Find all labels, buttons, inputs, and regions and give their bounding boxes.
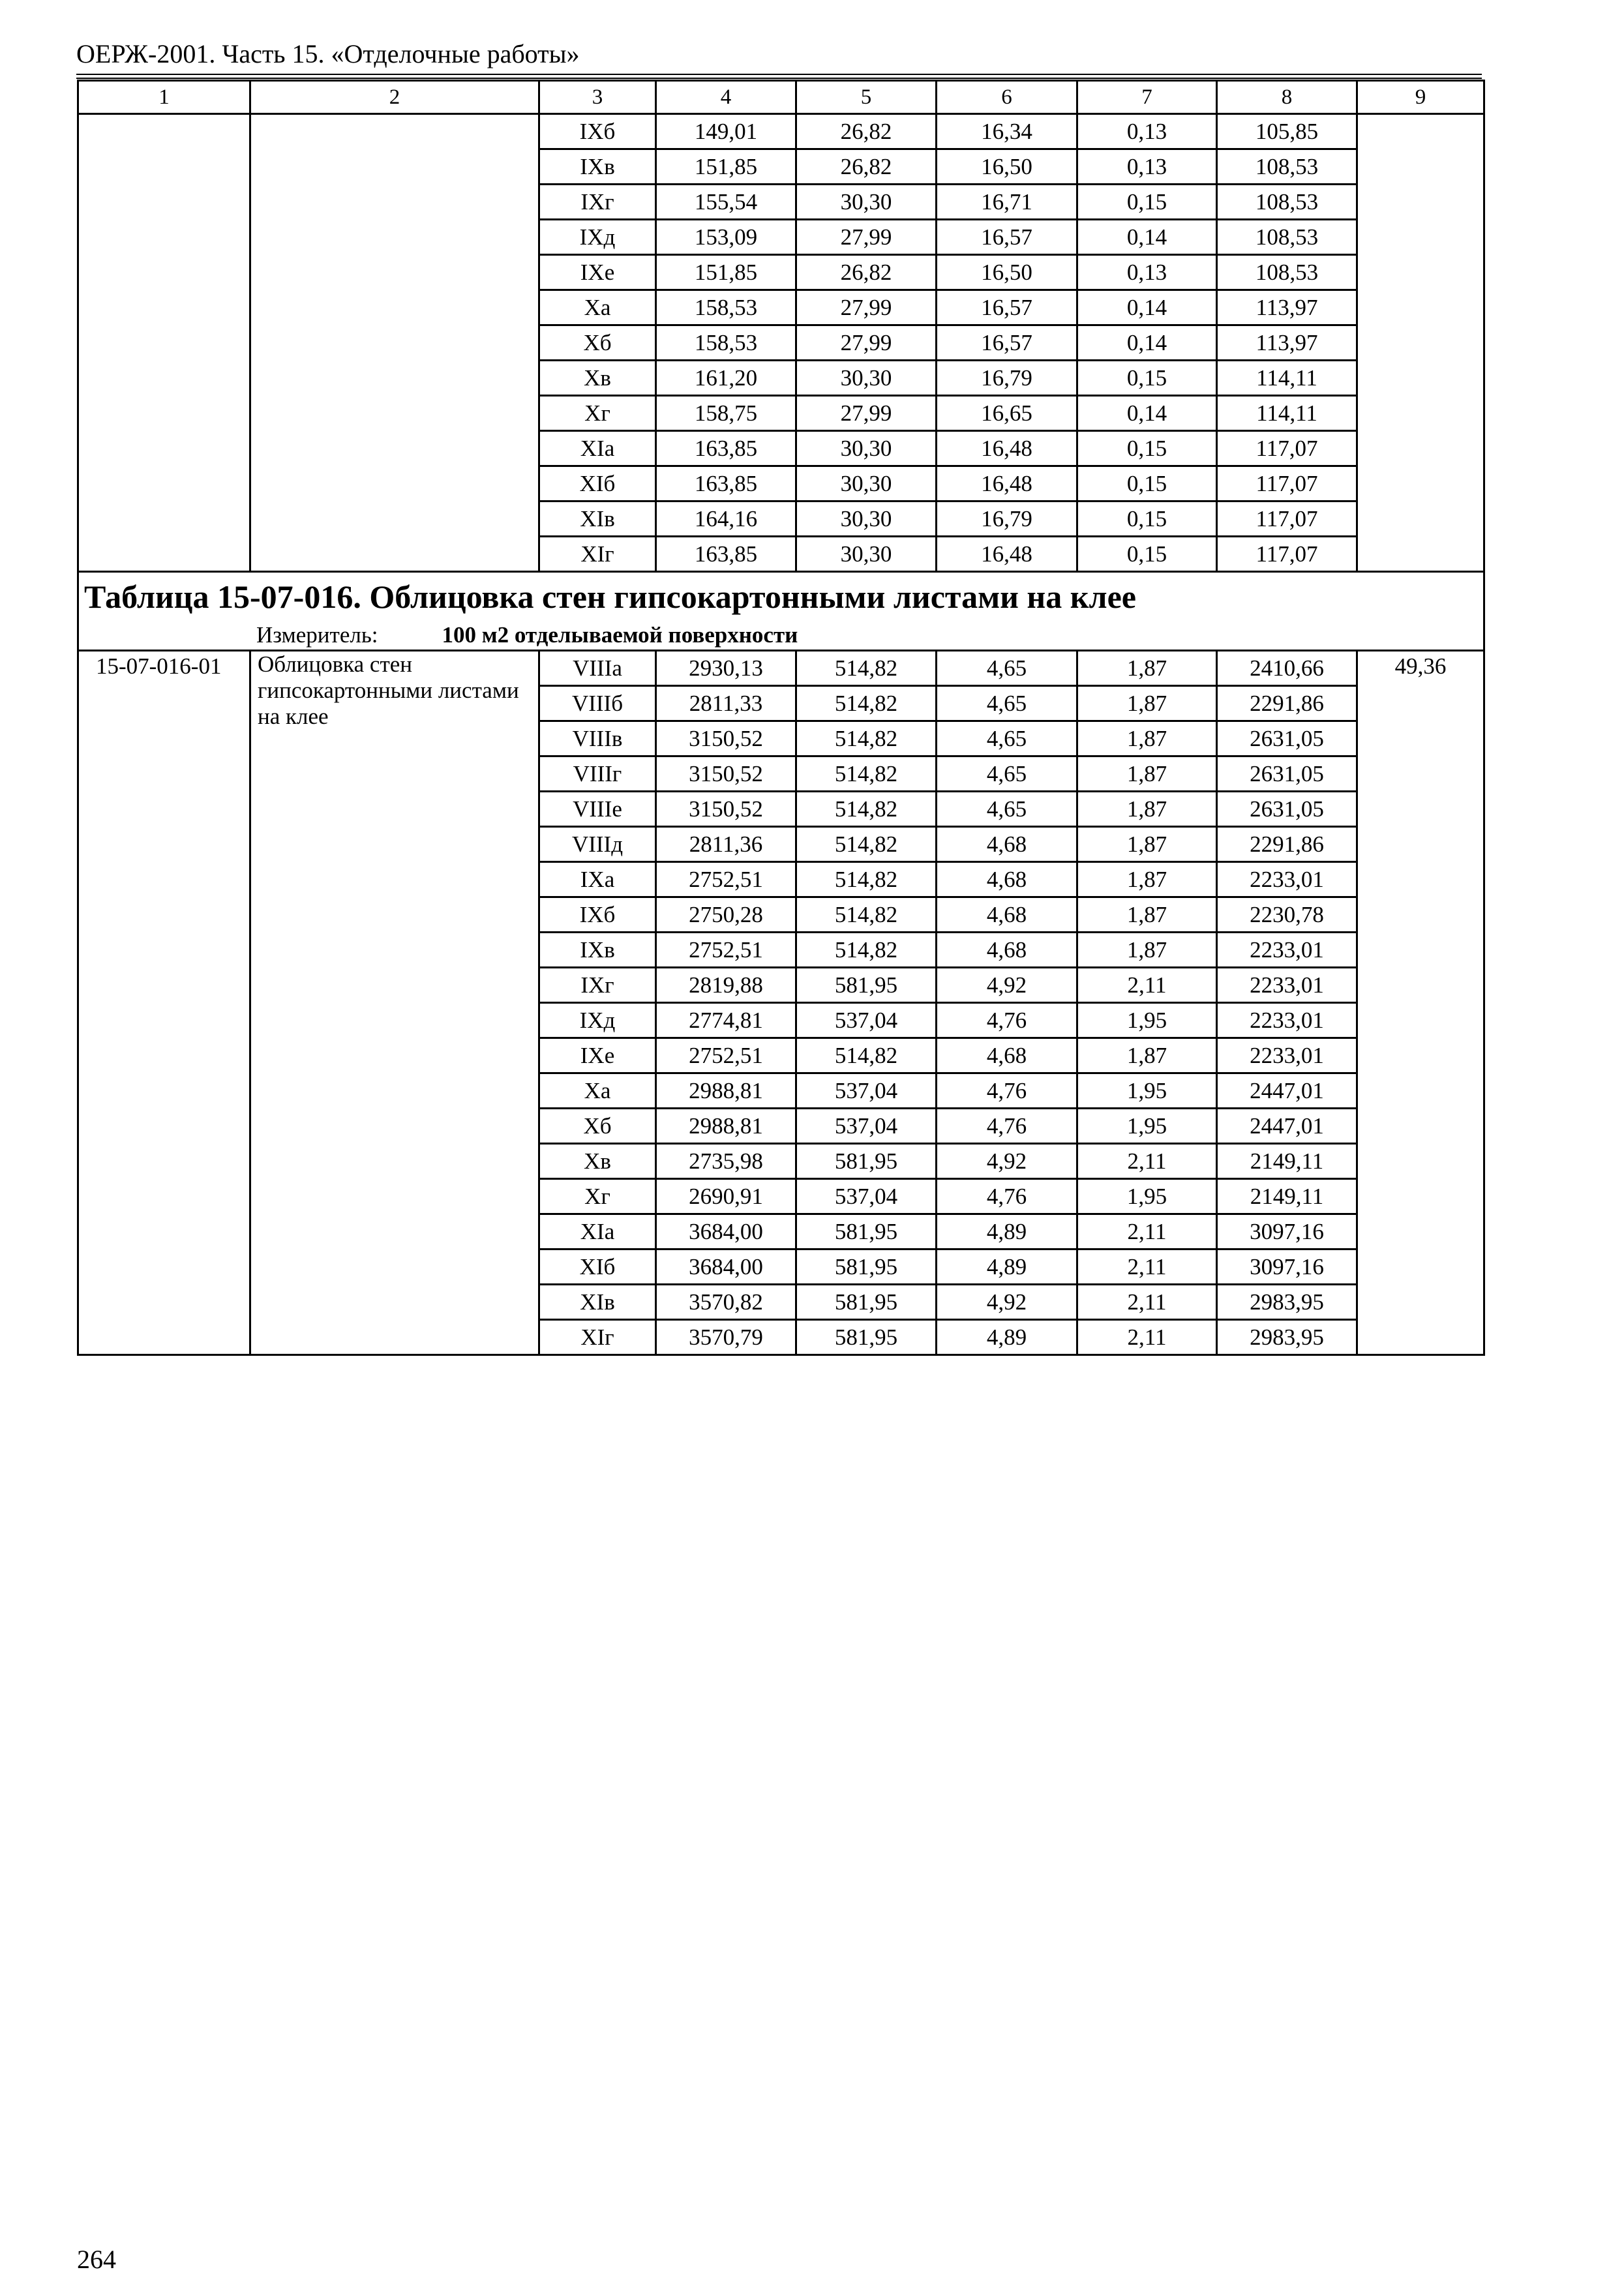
value-cell-col6: 4,68 (937, 897, 1077, 933)
value-cell-col4: 2930,13 (656, 651, 796, 686)
meter-cell (78, 621, 1484, 651)
zone-cell: XIа (539, 431, 656, 466)
zone-cell: Xг (539, 396, 656, 431)
value-cell-col6: 16,34 (937, 114, 1077, 149)
zone-cell: Xа (539, 1073, 656, 1109)
zone-cell: Xг (539, 1179, 656, 1214)
value-cell-col4: 158,53 (656, 290, 796, 325)
value-cell-col7: 2,11 (1077, 968, 1217, 1003)
value-cell-col5: 30,30 (796, 185, 937, 220)
value-cell-col7: 1,87 (1077, 651, 1217, 686)
value-cell-col5: 514,82 (796, 897, 937, 933)
value-cell-col6: 16,57 (937, 220, 1077, 255)
value-cell-col8: 108,53 (1217, 220, 1357, 255)
value-cell-col7: 1,87 (1077, 686, 1217, 721)
value-cell-col6: 4,76 (937, 1073, 1077, 1109)
value-cell-col8: 113,97 (1217, 290, 1357, 325)
value-cell-col6: 4,65 (937, 792, 1077, 827)
value-cell-col7: 2,11 (1077, 1249, 1217, 1285)
value-cell-col5: 514,82 (796, 862, 937, 897)
value-cell-col5: 537,04 (796, 1179, 937, 1214)
value-cell-col6: 16,71 (937, 185, 1077, 220)
zone-cell: IXе (539, 255, 656, 290)
zone-cell: IXб (539, 897, 656, 933)
zone-cell: Xа (539, 290, 656, 325)
value-cell-col5: 514,82 (796, 1038, 937, 1073)
zone-cell: IXд (539, 1003, 656, 1038)
zone-cell: IXе (539, 1038, 656, 1073)
value-cell-col6: 16,48 (937, 431, 1077, 466)
zone-cell: Xб (539, 325, 656, 361)
value-cell-col8: 2631,05 (1217, 721, 1357, 756)
value-cell-col6: 16,65 (937, 396, 1077, 431)
value-cell-col7: 1,87 (1077, 721, 1217, 756)
page-number: 264 (77, 2245, 116, 2274)
column-number: 8 (1217, 81, 1357, 114)
page-header-title: ОЕРЖ-2001. Часть 15. «Отделочные работы» (76, 39, 580, 68)
table-title: Таблица 15-07-016. Облицовка стен гипсокартонными листами на клее (84, 578, 1136, 615)
value-cell-col6: 16,48 (937, 537, 1077, 572)
value-cell-col5: 30,30 (796, 361, 937, 396)
column-number: 4 (656, 81, 796, 114)
value-cell-col5: 581,95 (796, 1214, 937, 1249)
table-title-row (78, 572, 1484, 621)
value-cell-col4: 158,53 (656, 325, 796, 361)
table-row (78, 114, 1484, 149)
value-cell-col4: 2988,81 (656, 1073, 796, 1109)
value-cell-col6: 4,92 (937, 1285, 1077, 1320)
continuation-name-cell (250, 114, 539, 572)
value-cell-col4: 2735,98 (656, 1144, 796, 1179)
value-cell-col6: 4,76 (937, 1179, 1077, 1214)
value-cell-col8: 2233,01 (1217, 862, 1357, 897)
value-cell-col6: 4,92 (937, 968, 1077, 1003)
value-cell-col7: 0,14 (1077, 325, 1217, 361)
value-cell-col8: 3097,16 (1217, 1214, 1357, 1249)
value-cell-col4: 153,09 (656, 220, 796, 255)
zone-cell: IXд (539, 220, 656, 255)
value-cell-col7: 2,11 (1077, 1144, 1217, 1179)
zone-cell: VIIIе (539, 792, 656, 827)
value-cell-col4: 2752,51 (656, 862, 796, 897)
value-cell-col7: 0,14 (1077, 220, 1217, 255)
value-cell-col4: 3684,00 (656, 1249, 796, 1285)
zone-cell: XIа (539, 1214, 656, 1249)
value-cell-col7: 1,87 (1077, 756, 1217, 792)
value-cell-col6: 4,68 (937, 1038, 1077, 1073)
value-cell-col6: 16,79 (937, 501, 1077, 537)
value-cell-col8: 2447,01 (1217, 1109, 1357, 1144)
value-cell-col4: 149,01 (656, 114, 796, 149)
value-cell-col5: 514,82 (796, 792, 937, 827)
value-cell-col8: 117,07 (1217, 501, 1357, 537)
value-cell-col5: 581,95 (796, 1144, 937, 1179)
value-cell-col5: 26,82 (796, 114, 937, 149)
value-cell-col4: 3150,52 (656, 756, 796, 792)
value-cell-col8: 2983,95 (1217, 1320, 1357, 1355)
value-cell-col4: 2750,28 (656, 897, 796, 933)
header-rule-top (76, 74, 1482, 75)
value-cell-col8: 2233,01 (1217, 968, 1357, 1003)
column-numbers-row (78, 81, 1484, 114)
value-cell-col5: 30,30 (796, 537, 937, 572)
value-cell-col5: 30,30 (796, 431, 937, 466)
value-cell-col7: 1,87 (1077, 792, 1217, 827)
value-cell-col7: 0,15 (1077, 537, 1217, 572)
value-cell-col4: 158,75 (656, 396, 796, 431)
zone-cell: IXб (539, 114, 656, 149)
value-cell-col8: 2447,01 (1217, 1073, 1357, 1109)
zone-cell: IXв (539, 149, 656, 185)
value-cell-col8: 108,53 (1217, 255, 1357, 290)
value-cell-col5: 581,95 (796, 1285, 937, 1320)
value-cell-col7: 0,14 (1077, 396, 1217, 431)
value-cell-col8: 2410,66 (1217, 651, 1357, 686)
item-code: 15-07-016-01 (78, 651, 250, 1355)
value-cell-col4: 2752,51 (656, 933, 796, 968)
value-cell-col7: 0,15 (1077, 431, 1217, 466)
meter-label: Измеритель: (256, 622, 378, 648)
value-cell-col8: 114,11 (1217, 396, 1357, 431)
value-cell-col5: 514,82 (796, 721, 937, 756)
value-cell-col5: 514,82 (796, 756, 937, 792)
zone-cell: XIб (539, 466, 656, 501)
value-cell-col4: 3684,00 (656, 1214, 796, 1249)
value-cell-col8: 2149,11 (1217, 1144, 1357, 1179)
value-cell-col6: 4,65 (937, 756, 1077, 792)
price-table (77, 80, 1485, 1356)
zone-cell: VIIIа (539, 651, 656, 686)
zone-cell: VIIIд (539, 827, 656, 862)
value-cell-col5: 581,95 (796, 1320, 937, 1355)
column-number: 3 (539, 81, 656, 114)
value-cell-col6: 4,68 (937, 827, 1077, 862)
value-cell-col6: 16,57 (937, 290, 1077, 325)
zone-cell: IXв (539, 933, 656, 968)
value-cell-col5: 514,82 (796, 651, 937, 686)
value-cell-col7: 1,87 (1077, 933, 1217, 968)
value-cell-col7: 2,11 (1077, 1285, 1217, 1320)
value-cell-col7: 1,95 (1077, 1109, 1217, 1144)
value-cell-col6: 4,68 (937, 933, 1077, 968)
value-cell-col6: 16,48 (937, 466, 1077, 501)
value-cell-col4: 2819,88 (656, 968, 796, 1003)
value-cell-col7: 2,11 (1077, 1214, 1217, 1249)
value-cell-col4: 161,20 (656, 361, 796, 396)
value-cell-col8: 2983,95 (1217, 1285, 1357, 1320)
zone-cell: IXг (539, 185, 656, 220)
column-number: 5 (796, 81, 937, 114)
value-cell-col4: 3150,52 (656, 721, 796, 756)
value-cell-col5: 27,99 (796, 325, 937, 361)
value-cell-col5: 27,99 (796, 220, 937, 255)
value-cell-col5: 581,95 (796, 968, 937, 1003)
value-cell-col6: 16,79 (937, 361, 1077, 396)
value-cell-col8: 2631,05 (1217, 792, 1357, 827)
value-cell-col5: 537,04 (796, 1109, 937, 1144)
value-cell-col7: 1,87 (1077, 897, 1217, 933)
value-cell-col8: 105,85 (1217, 114, 1357, 149)
value-cell-col7: 0,13 (1077, 255, 1217, 290)
value-cell-col8: 3097,16 (1217, 1249, 1357, 1285)
value-cell-col8: 2149,11 (1217, 1179, 1357, 1214)
value-cell-col8: 108,53 (1217, 185, 1357, 220)
value-cell-col6: 16,50 (937, 149, 1077, 185)
zone-cell: XIв (539, 1285, 656, 1320)
value-cell-col4: 151,85 (656, 255, 796, 290)
value-cell-col7: 0,15 (1077, 501, 1217, 537)
value-cell-col6: 4,92 (937, 1144, 1077, 1179)
value-cell-col4: 151,85 (656, 149, 796, 185)
continuation-col9-cell (1357, 114, 1484, 572)
value-cell-col4: 163,85 (656, 431, 796, 466)
zone-cell: Xв (539, 361, 656, 396)
value-cell-col4: 2752,51 (656, 1038, 796, 1073)
value-cell-col7: 1,87 (1077, 862, 1217, 897)
value-cell-col8: 108,53 (1217, 149, 1357, 185)
value-cell-col5: 26,82 (796, 255, 937, 290)
value-cell-col5: 27,99 (796, 396, 937, 431)
value-cell-col7: 0,13 (1077, 149, 1217, 185)
value-cell-col4: 3150,52 (656, 792, 796, 827)
value-cell-col8: 117,07 (1217, 466, 1357, 501)
value-cell-col8: 2233,01 (1217, 1003, 1357, 1038)
value-cell-col7: 1,95 (1077, 1073, 1217, 1109)
value-cell-col4: 2811,36 (656, 827, 796, 862)
value-cell-col5: 537,04 (796, 1003, 937, 1038)
value-cell-col6: 16,50 (937, 255, 1077, 290)
value-cell-col6: 4,65 (937, 686, 1077, 721)
value-cell-col8: 2291,86 (1217, 686, 1357, 721)
value-cell-col8: 2291,86 (1217, 827, 1357, 862)
meter-row (78, 621, 1484, 651)
value-cell-col5: 514,82 (796, 933, 937, 968)
value-cell-col4: 163,85 (656, 537, 796, 572)
value-cell-col5: 537,04 (796, 1073, 937, 1109)
value-cell-col7: 1,95 (1077, 1003, 1217, 1038)
value-cell-col6: 16,57 (937, 325, 1077, 361)
zone-cell: IXа (539, 862, 656, 897)
value-cell-col7: 0,15 (1077, 185, 1217, 220)
value-cell-col7: 1,87 (1077, 1038, 1217, 1073)
value-cell-col8: 2631,05 (1217, 756, 1357, 792)
value-cell-col6: 4,65 (937, 651, 1077, 686)
value-cell-col4: 2988,81 (656, 1109, 796, 1144)
value-cell-col5: 26,82 (796, 149, 937, 185)
value-cell-col6: 4,89 (937, 1249, 1077, 1285)
value-cell-col4: 2690,91 (656, 1179, 796, 1214)
value-cell-col8: 114,11 (1217, 361, 1357, 396)
value-cell-col4: 155,54 (656, 185, 796, 220)
value-cell-col6: 4,76 (937, 1003, 1077, 1038)
header-rule-bottom (76, 78, 1482, 79)
continuation-code-cell (78, 114, 250, 572)
value-cell-col8: 2233,01 (1217, 933, 1357, 968)
table-title-cell (78, 572, 1484, 621)
value-cell-col7: 0,14 (1077, 290, 1217, 325)
value-cell-col7: 0,15 (1077, 466, 1217, 501)
value-cell-col7: 2,11 (1077, 1320, 1217, 1355)
value-cell-col4: 2811,33 (656, 686, 796, 721)
value-cell-col5: 30,30 (796, 501, 937, 537)
column-number: 6 (937, 81, 1077, 114)
value-cell-col6: 4,89 (937, 1320, 1077, 1355)
zone-cell: XIб (539, 1249, 656, 1285)
value-cell-col6: 4,68 (937, 862, 1077, 897)
zone-cell: XIв (539, 501, 656, 537)
value-cell-col7: 0,15 (1077, 361, 1217, 396)
value-cell-col8: 2230,78 (1217, 897, 1357, 933)
value-cell-col5: 27,99 (796, 290, 937, 325)
value-cell-col5: 581,95 (796, 1249, 937, 1285)
value-cell-col8: 117,07 (1217, 537, 1357, 572)
value-cell-col5: 514,82 (796, 686, 937, 721)
value-cell-col4: 3570,79 (656, 1320, 796, 1355)
column-number: 2 (250, 81, 539, 114)
zone-cell: VIIIг (539, 756, 656, 792)
value-cell-col8: 2233,01 (1217, 1038, 1357, 1073)
value-cell-col4: 3570,82 (656, 1285, 796, 1320)
zone-cell: VIIIв (539, 721, 656, 756)
value-cell-col5: 30,30 (796, 466, 937, 501)
meter-value: 100 м2 отделываемой поверхности (442, 622, 798, 648)
value-cell-col6: 4,65 (937, 721, 1077, 756)
zone-cell: Xб (539, 1109, 656, 1144)
value-cell-col5: 514,82 (796, 827, 937, 862)
item-name: Облицовка стен гипсокартонными листами на клее (250, 651, 539, 1355)
item-col9-value: 49,36 (1357, 651, 1484, 1355)
zone-cell: XIг (539, 537, 656, 572)
value-cell-col7: 1,87 (1077, 827, 1217, 862)
value-cell-col4: 2774,81 (656, 1003, 796, 1038)
value-cell-col4: 163,85 (656, 466, 796, 501)
value-cell-col7: 0,13 (1077, 114, 1217, 149)
zone-cell: VIIIб (539, 686, 656, 721)
value-cell-col8: 113,97 (1217, 325, 1357, 361)
zone-cell: XIг (539, 1320, 656, 1355)
column-number: 7 (1077, 81, 1217, 114)
value-cell-col4: 164,16 (656, 501, 796, 537)
column-number: 9 (1357, 81, 1484, 114)
value-cell-col8: 117,07 (1217, 431, 1357, 466)
zone-cell: Xв (539, 1144, 656, 1179)
value-cell-col6: 4,76 (937, 1109, 1077, 1144)
zone-cell: IXг (539, 968, 656, 1003)
value-cell-col6: 4,89 (937, 1214, 1077, 1249)
column-number: 1 (78, 81, 250, 114)
value-cell-col7: 1,95 (1077, 1179, 1217, 1214)
table-row (78, 651, 1484, 686)
